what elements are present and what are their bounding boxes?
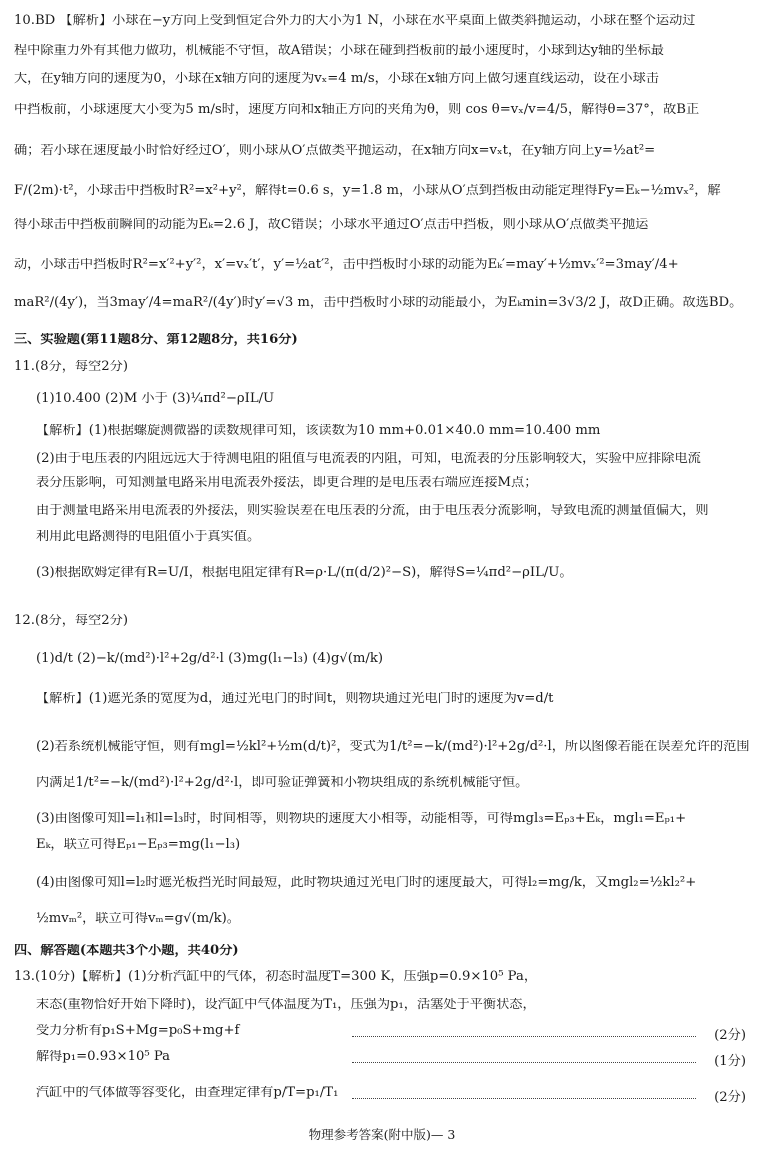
q10-line-6: F/(2m)·t²，小球击中挡板时R²=x²+y²，解得t=0.6 s，y=1.8 m，小球从O′点到挡板由动能定理得Fy=Eₖ−½mvₓ²，解 (14, 184, 721, 198)
q13-step-1: 受力分析有p₁S+Mg=p₀S+mg+f (36, 1024, 240, 1038)
q12-answer: (1)d/t (2)−k/(md²)·l²+2g/d²·l (3)mg(l₁−l₃) (4)g√(m/k) (36, 652, 384, 666)
q10-line-7: 得小球击中挡板前瞬间的动能为Eₖ=2.6 J，故C错误；小球水平通过O′点击中挡板，则小球从O′点做类平抛运 (14, 218, 649, 232)
q10-line-2: 程中除重力外有其他力做功，机械能不守恒，故A错误；小球在碰到挡板前的最小速度时，小球到达y轴的坐标最 (14, 44, 664, 58)
q10-line-4: 中挡板前，小球速度大小变为5 m/s时，速度方向和x轴正方向的夹角为θ，则 cos θ=vₓ/v=4/5，解得θ=37°，故B正 (14, 103, 700, 117)
q10-line-5: 确；若小球在速度最小时恰好经过O′，则小球从O′点做类平抛运动，在x轴方向x=vₓt，在y轴方向上y=½at²= (14, 144, 656, 158)
q13-line-2: 末态(重物恰好开始下降时)，设汽缸中气体温度为T₁，压强为p₁，活塞处于平衡状态， (36, 998, 536, 1012)
q12-analysis-3: 内满足1/t²=−k/(md²)·l²+2g/d²·l，即可验证弹簧和小物块组成的系统机械能守恒。 (36, 776, 529, 790)
q13-step-3-leader (352, 1098, 696, 1099)
section-3-title: 三、实验题(第11题8分、第12题8分，共16分) (14, 333, 298, 347)
q13-step-2: 解得p₁=0.93×10⁵ Pa (36, 1050, 170, 1064)
q13-line-1: 13.(10分)【解析】(1)分析汽缸中的气体，初态时温度T=300 K，压强p=0.9×10⁵ Pa， (14, 970, 538, 984)
q11-analysis-5: 利用此电路测得的电阻值小于真实值。 (36, 530, 261, 544)
q12-analysis-7: ½mvₘ²，联立可得vₘ=g√(m/k)。 (36, 912, 240, 926)
q11-analysis-6: (3)根据欧姆定律有R=U/I，根据电阻定律有R=ρ·L/(π(d/2)²−S)，解得S=¼πd²−ρIL/U。 (36, 566, 573, 580)
q11-analysis-4: 由于测量电路采用电流表的外接法，则实验误差在电压表的分流，由于电压表分流影响，导致电流的测量值偏大，则 (36, 504, 709, 518)
q10-line-3: 大，在y轴方向的速度为0，小球在x轴方向的速度为vₓ=4 m/s，小球在x轴方向上做匀速直线运动，设在小球击 (14, 72, 659, 86)
q11-analysis-1: 【解析】(1)根据螺旋测微器的读数规律可知，该读数为10 mm+0.01×40.0 mm=10.400 mm (36, 424, 601, 438)
q12-head: 12.(8分，每空2分) (14, 614, 128, 628)
q10-line-9: maR²/(4y′)，当3may′/4=maR²/(4y′)时y′=√3 m，击中挡板时小球的动能最小，为Eₖmin=3√3/2 J，故D正确。故选BD。 (14, 296, 743, 310)
page-footer: 物理参考答案(附中版)— 3 (308, 1127, 456, 1142)
q13-step-2-leader (352, 1062, 696, 1063)
q13-step-2-score: (1分) (714, 1054, 746, 1069)
q10-line-8: 动，小球击中挡板时R²=x′²+y′²，x′=vₓ′t′，y′=½at′²，击中挡板时小球的动能为Eₖ′=may′+½mvₓ′²=3may′/4+ (14, 258, 679, 272)
q13-step-1-leader (352, 1036, 696, 1037)
q12-analysis-1: 【解析】(1)遮光条的宽度为d，通过光电门的时间t，则物块通过光电门时的速度为v=d/t (36, 692, 554, 706)
q11-head: 11.(8分，每空2分) (14, 360, 128, 374)
q12-analysis-5: Eₖ，联立可得Eₚ₁−Eₚ₃=mg(l₁−l₃) (36, 838, 241, 852)
q12-analysis-2: (2)若系统机械能守恒，则有mgl=½kl²+½m(d/t)²，变式为1/t²=−k/(md²)·l²+2g/d²·l，所以图像若能在误差允许的范围 (36, 740, 750, 754)
q11-answer: (1)10.400 (2)M 小于 (3)¼πd²−ρIL/U (36, 392, 275, 406)
q11-analysis-2: (2)由于电压表的内阻远远大于待测电阻的阻值与电流表的内阻，可知，电流表的分压影响较大，实验中应排除电流 (36, 452, 701, 466)
q13-step-3-score: (2分) (714, 1090, 746, 1105)
q10-line-1: 10.BD 【解析】小球在−y方向上受到恒定合外力的大小为1 N，小球在水平桌面上做类斜抛运动，小球在整个运动过 (14, 14, 696, 28)
section-4-title: 四、解答题(本题共3个小题，共40分) (14, 944, 239, 958)
q12-analysis-4: (3)由图像可知l=l₁和l=l₃时，时间相等，则物块的速度大小相等，动能相等，可得mgl₃=Eₚ₃+Eₖ，mgl₁=Eₚ₁+ (36, 812, 687, 826)
q12-analysis-6: (4)由图像可知l=l₂时遮光板挡光时间最短，此时物块通过光电门时的速度最大，可得l₂=mg/k，又mgl₂=½kl₂²+ (36, 876, 697, 890)
q11-analysis-3: 表分压影响，可知测量电路采用电流表外接法，即更合理的是电压表右端应连接M点； (36, 476, 538, 490)
q13-step-1-score: (2分) (714, 1028, 746, 1043)
q13-step-3: 汽缸中的气体做等容变化，由查理定律有p/T=p₁/T₁ (36, 1086, 339, 1100)
